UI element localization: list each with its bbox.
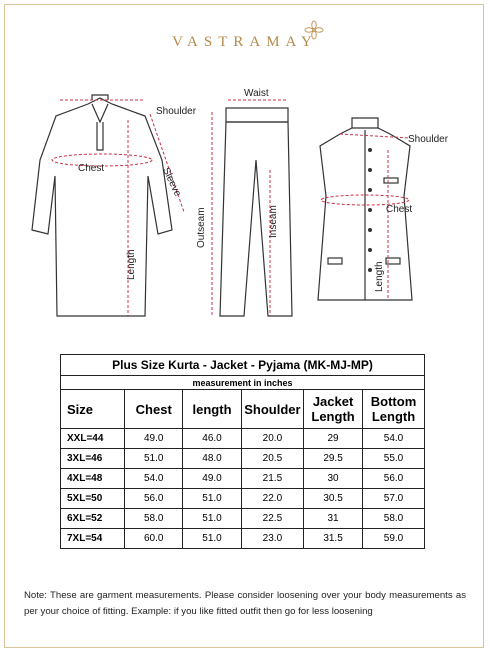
measurement-diagram	[0, 70, 490, 350]
size-cell: 4XL=48	[61, 469, 125, 489]
length-cell: 46.0	[183, 429, 241, 449]
table-row	[61, 429, 425, 449]
header-length: length	[183, 390, 241, 429]
shoulder-cell: 23.0	[241, 529, 303, 549]
header-chest: Chest	[125, 390, 183, 429]
size-cell: 6XL=52	[61, 509, 125, 529]
shoulder-cell: 21.5	[241, 469, 303, 489]
jacket-length-cell: 31.5	[304, 529, 363, 549]
jacket-length-cell: 31	[304, 509, 363, 529]
chest-cell: 56.0	[125, 489, 183, 509]
kurta-drawing	[32, 95, 172, 316]
header-shoulder: Shoulder	[241, 390, 303, 429]
size-chart-table	[60, 354, 425, 549]
pyjama-drawing	[220, 108, 292, 316]
pyjama-outseam-label: Outseam	[196, 207, 207, 248]
brand-name: VASTRAMAY	[172, 34, 318, 50]
jacket-length-cell: 29.5	[304, 449, 363, 469]
shoulder-cell: 20.0	[241, 429, 303, 449]
pyjama-waist-label: Waist	[244, 88, 269, 99]
jacket-chest-label: Chest	[386, 204, 413, 215]
table-row	[61, 449, 425, 469]
bottom-length-cell: 56.0	[363, 469, 425, 489]
bottom-length-cell: 59.0	[363, 529, 425, 549]
table-row	[61, 469, 425, 489]
header-jacket-length: Jacket Length	[304, 390, 363, 429]
kurta-measure-lines	[52, 100, 184, 316]
jacket-buttons	[368, 148, 372, 272]
jacket-shoulder-label: Shoulder	[408, 134, 449, 145]
chest-cell: 51.0	[125, 449, 183, 469]
chest-cell: 49.0	[125, 429, 183, 449]
brand-logo	[0, 34, 490, 51]
table-row	[61, 529, 425, 549]
length-cell: 51.0	[183, 529, 241, 549]
size-cell: 7XL=54	[61, 529, 125, 549]
bottom-length-cell: 57.0	[363, 489, 425, 509]
kurta-sleeve-label: Sleeve	[160, 166, 183, 199]
length-cell: 51.0	[183, 509, 241, 529]
header-bottom-length: Bottom Length	[363, 390, 425, 429]
size-cell: XXL=44	[61, 429, 125, 449]
jacket-length-cell: 30	[304, 469, 363, 489]
shoulder-cell: 22.0	[241, 489, 303, 509]
shoulder-cell: 22.5	[241, 509, 303, 529]
pyjama-inseam-label: Inseam	[268, 205, 279, 238]
kurta-chest-label: Chest	[78, 163, 105, 174]
length-cell: 51.0	[183, 489, 241, 509]
jacket-length-cell: 29	[304, 429, 363, 449]
bottom-length-cell: 55.0	[363, 449, 425, 469]
size-cell: 5XL=50	[61, 489, 125, 509]
length-cell: 48.0	[183, 449, 241, 469]
shoulder-cell: 20.5	[241, 449, 303, 469]
chest-cell: 60.0	[125, 529, 183, 549]
bottom-length-cell: 58.0	[363, 509, 425, 529]
chest-cell: 58.0	[125, 509, 183, 529]
length-cell: 49.0	[183, 469, 241, 489]
size-cell: 3XL=46	[61, 449, 125, 469]
kurta-length-label: Length	[126, 249, 137, 280]
table-header-row	[61, 390, 425, 429]
table-row	[61, 489, 425, 509]
kurta-shoulder-label: Shoulder	[156, 106, 197, 117]
fitting-note: Note: These are garment measurements. Please consider loosening over your body measurements as per your choice of fitting. Example: if you like fitted outfit then go for less loosening	[24, 590, 466, 617]
jacket-length-cell: 30.5	[304, 489, 363, 509]
table-row	[61, 509, 425, 529]
jacket-length-label: Length	[374, 261, 385, 292]
bottom-length-cell: 54.0	[363, 429, 425, 449]
garment-drawings	[0, 70, 490, 350]
header-size: Size	[61, 390, 125, 429]
table-title: Plus Size Kurta - Jacket - Pyjama (MK-MJ-MP)	[61, 355, 425, 376]
chest-cell: 54.0	[125, 469, 183, 489]
flower-logo-icon	[304, 20, 324, 40]
table-subtitle: measurement in inches	[61, 376, 425, 390]
